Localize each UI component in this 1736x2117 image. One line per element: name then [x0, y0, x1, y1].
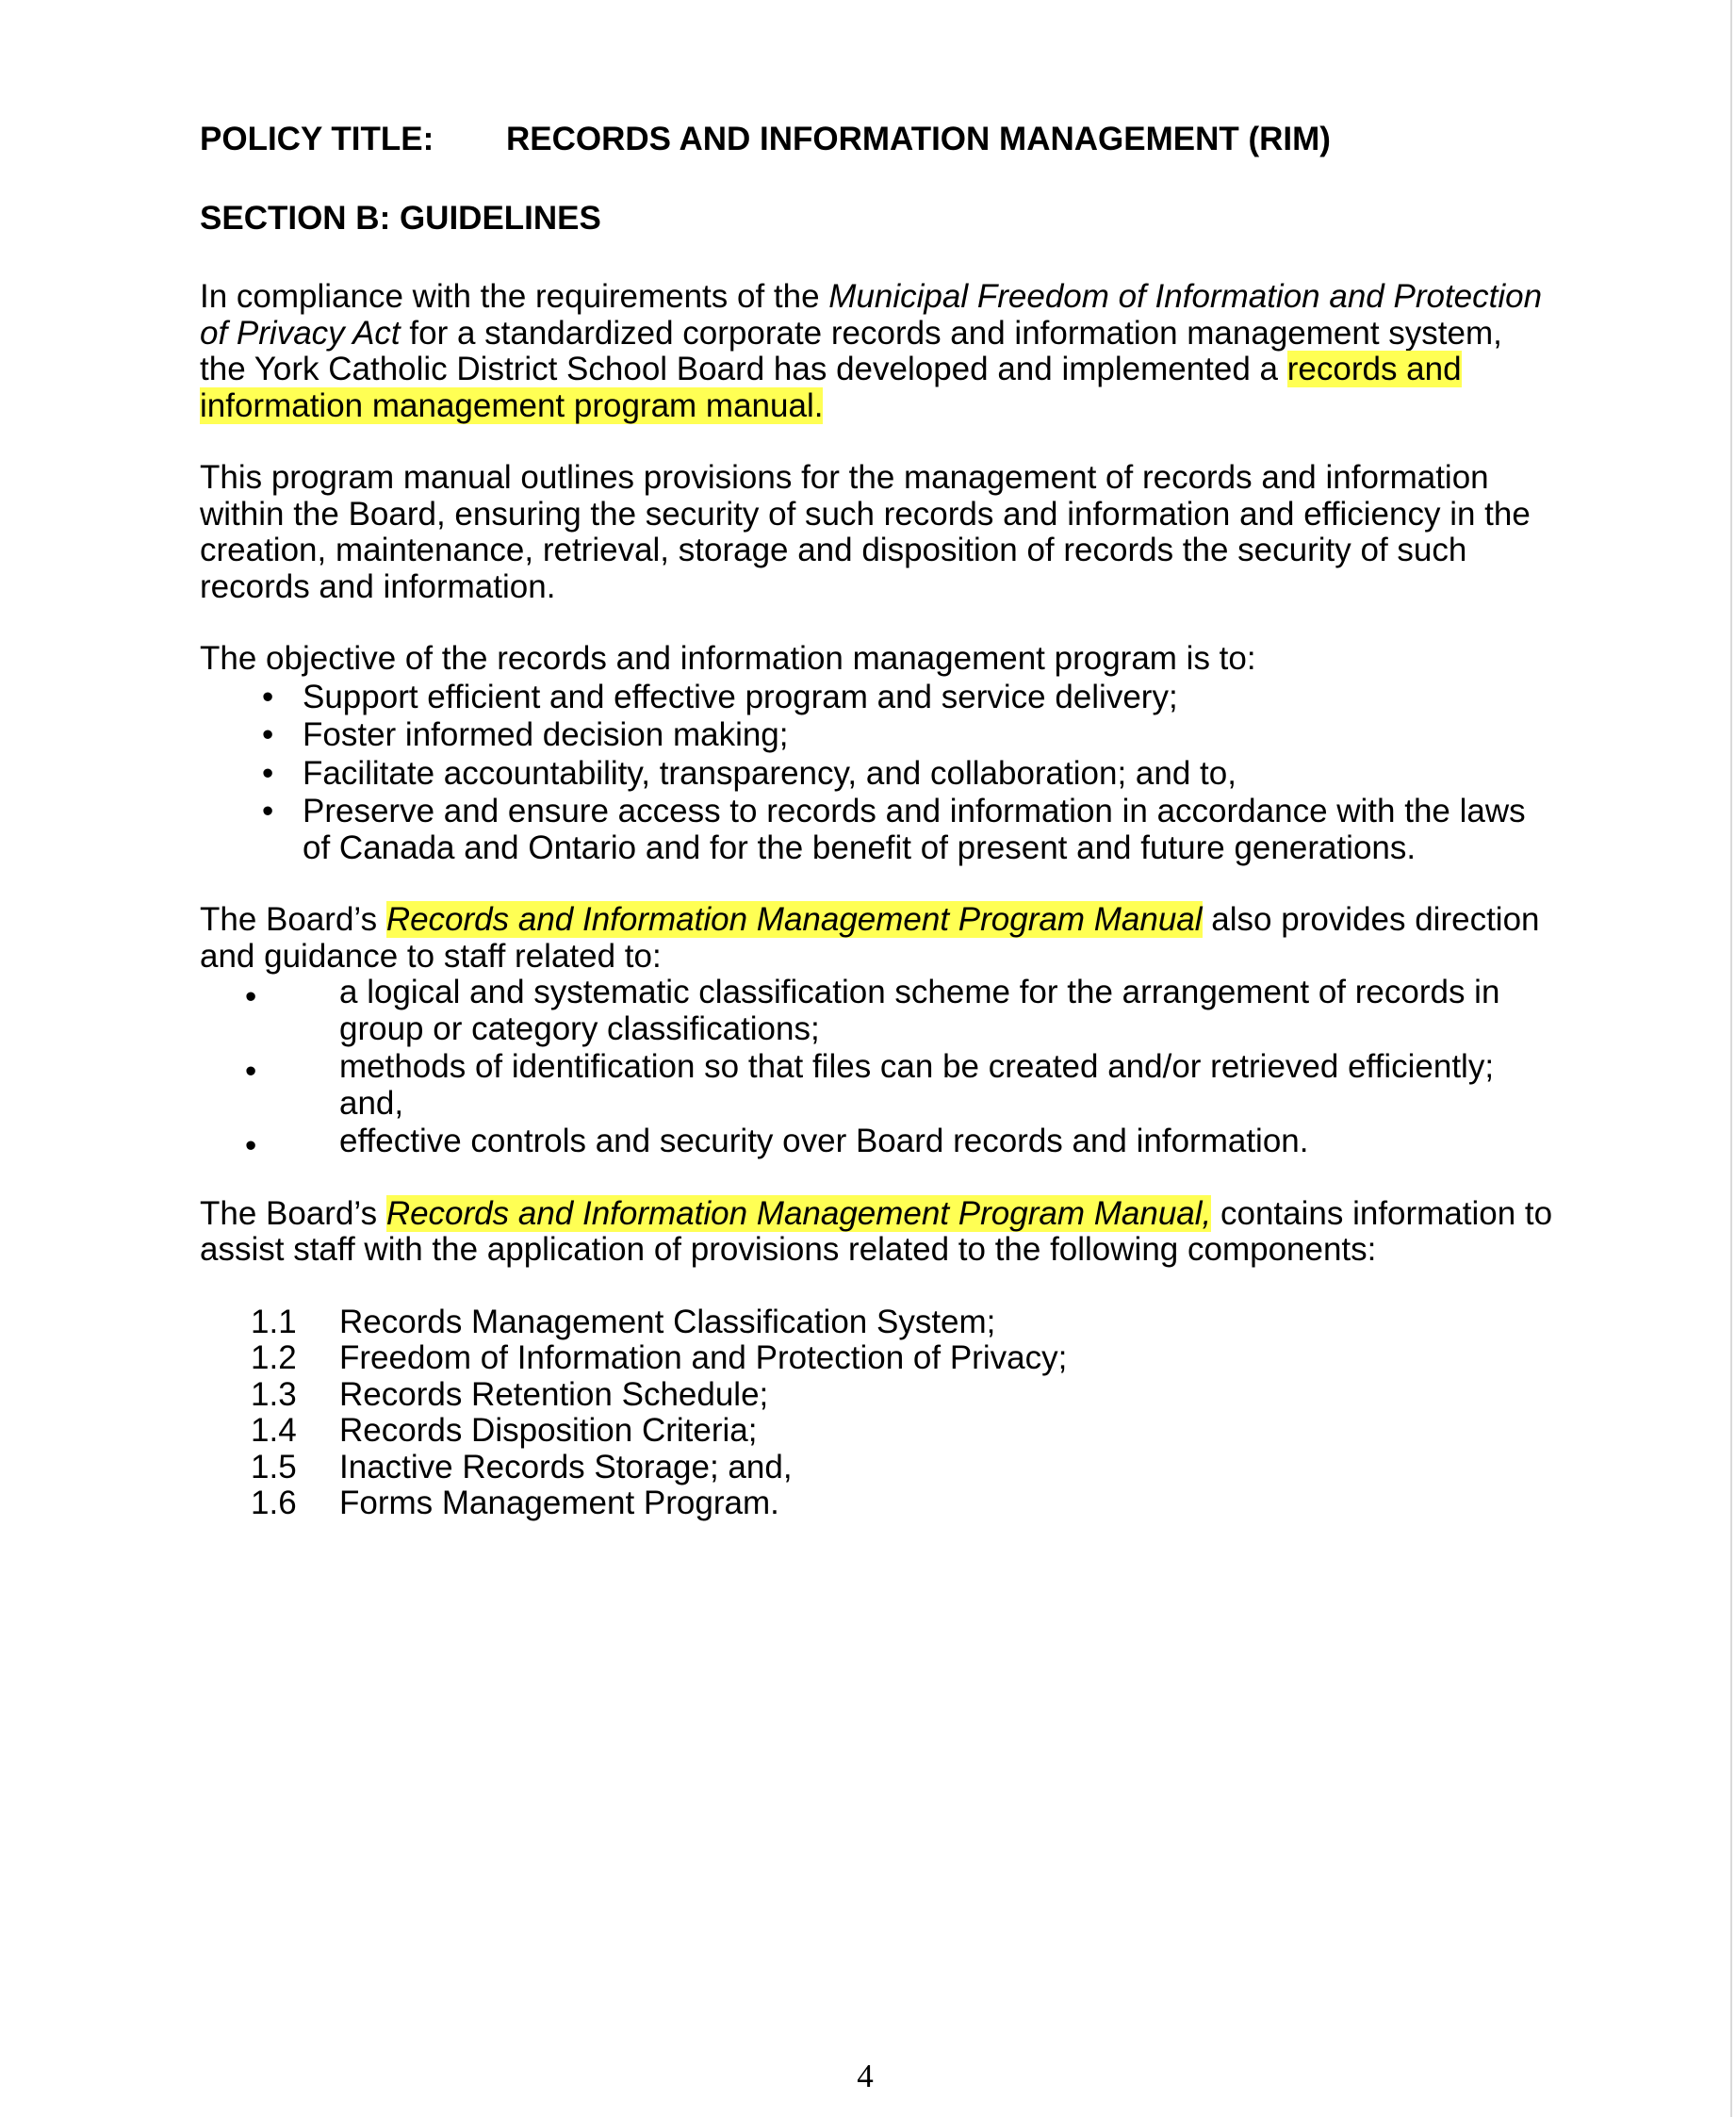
- list-item: [200, 1305, 1557, 1341]
- program-manual-paragraph: This program manual outlines provisions for the management of records and information within the Board, ensuring the security of such records and information and efficiency in the creation, maintenance, retrieval, storage and disposition of records the security of such records and information.: [200, 459, 1531, 605]
- list-item: [200, 680, 1557, 716]
- act-name: Municipal Freedom of Information and Protection of Privacy Act: [200, 278, 1543, 352]
- bullet-icon: •: [262, 793, 274, 829]
- bullet-icon: •: [262, 716, 274, 753]
- guidance-text-end: also provides direction and guidance to staff related to:: [200, 901, 1540, 975]
- bullet-icon: •: [245, 978, 257, 1015]
- objective-text: Foster informed decision making;: [303, 716, 789, 753]
- guidance-item-text: methods of identification so that files can be created and/or retrieved efficiently; and,: [339, 1048, 1495, 1122]
- section-heading: SECTION B: GUIDELINES: [200, 200, 601, 237]
- list-item: [200, 1340, 1557, 1377]
- item-number: 1.4: [251, 1412, 297, 1449]
- policy-title: [200, 121, 1557, 158]
- list-item: [200, 1485, 1557, 1522]
- component-label: Freedom of Information and Protection of Privacy;: [339, 1339, 1068, 1376]
- bullet-icon: •: [262, 678, 274, 715]
- highlighted-manual-title: Records and Information Management Program Manual: [385, 901, 1203, 938]
- item-number: 1.5: [251, 1448, 297, 1485]
- list-item: [200, 975, 1557, 1047]
- list-item: [200, 1123, 1557, 1164]
- components-text-start: The Board’s: [200, 1194, 386, 1232]
- policy-title-value: RECORDS AND INFORMATION MANAGEMENT (RIM): [506, 121, 1331, 157]
- highlighted-manual-title: Records and Information Management Program Manual,: [385, 1194, 1212, 1232]
- bullet-icon: •: [245, 1053, 257, 1090]
- components-list: [200, 1305, 1557, 1522]
- list-item: [200, 756, 1557, 793]
- component-label: Forms Management Program.: [339, 1485, 779, 1521]
- list-item: [200, 1450, 1557, 1486]
- page-edge: [1730, 0, 1732, 2117]
- item-number: 1.1: [251, 1303, 297, 1340]
- bullet-icon: •: [245, 1127, 257, 1164]
- list-item: [200, 717, 1557, 754]
- item-number: 1.2: [251, 1339, 297, 1376]
- compliance-text-start: In compliance with the requirements of the: [200, 278, 829, 315]
- objective-text: Facilitate accountability, transparency, and collaboration; and to,: [303, 754, 1236, 792]
- document-page: [200, 121, 1557, 1522]
- bullet-icon: •: [262, 754, 274, 792]
- components-paragraph: [200, 1196, 1557, 1269]
- list-item: [200, 1377, 1557, 1414]
- list-item: [200, 1413, 1557, 1450]
- compliance-text-middle: for a standardized corporate records and information management system, the York Catholic District School Board has developed and implemented a: [200, 314, 1502, 387]
- list-item: [200, 1049, 1557, 1122]
- objectives-list: [200, 680, 1557, 867]
- guidance-text-start: The Board’s: [200, 901, 386, 938]
- item-number: 1.6: [251, 1485, 297, 1521]
- list-item: [200, 794, 1557, 866]
- component-label: Records Disposition Criteria;: [339, 1412, 758, 1449]
- objective-text: Support efficient and effective program and service delivery;: [303, 678, 1178, 715]
- components-text-end: contains information to assist staff with the application of provisions related to the following components:: [200, 1194, 1553, 1268]
- guidance-item-text: effective controls and security over Board records and information.: [339, 1123, 1309, 1159]
- guidance-paragraph: [200, 902, 1557, 975]
- guidance-list: [200, 974, 1557, 1164]
- guidance-item-text: a logical and systematic classification scheme for the arrangement of records in group or category classifications;: [339, 974, 1500, 1047]
- objectives-intro: The objective of the records and information management program is to:: [200, 640, 1256, 677]
- page-number: 4: [857, 2058, 874, 2094]
- component-label: Records Retention Schedule;: [339, 1375, 769, 1413]
- component-label: Inactive Records Storage; and,: [339, 1448, 793, 1485]
- compliance-paragraph: [200, 279, 1557, 424]
- component-label: Records Management Classification System;: [339, 1303, 996, 1340]
- item-number: 1.3: [251, 1375, 297, 1413]
- policy-title-label: POLICY TITLE:: [200, 121, 434, 157]
- objective-text: Preserve and ensure access to records and information in accordance with the laws of Canada and Ontario and for the benefit of present and future generations.: [303, 793, 1526, 866]
- highlighted-manual-reference: records and information management program manual.: [200, 351, 1462, 424]
